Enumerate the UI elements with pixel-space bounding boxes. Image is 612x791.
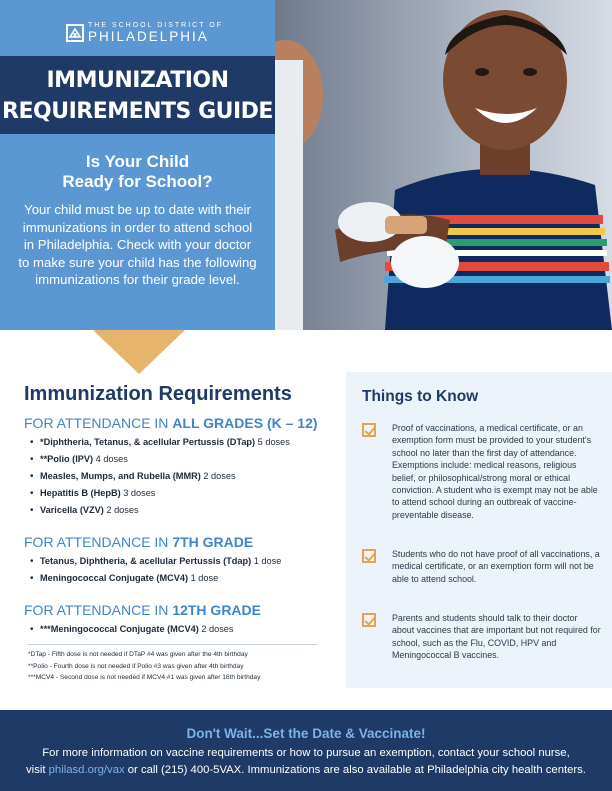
footnote: ***MCV4 - Second dose is not needed if MCV4 #1 was given after 16th birthday bbox=[28, 674, 261, 681]
footer-line-2-post: or call (215) 400-5VAX. Immunizations are also available at Philadelphia city health centers. bbox=[124, 763, 586, 776]
vax-info-link[interactable]: philasd.org/vax bbox=[48, 763, 125, 776]
down-arrow-pointer bbox=[93, 330, 185, 374]
list-item bbox=[362, 548, 602, 585]
list-item bbox=[30, 451, 324, 468]
intro-box bbox=[0, 134, 275, 330]
page-title-line-1: IMMUNIZATION bbox=[46, 68, 229, 93]
list-item bbox=[30, 570, 324, 587]
footer-banner bbox=[0, 710, 612, 791]
intro-question-line-1: Is Your Child bbox=[85, 152, 190, 171]
photo-illustration bbox=[275, 0, 612, 330]
vaccine-name: ***Meningococcal Conjugate (MCV4) bbox=[40, 624, 199, 634]
vaccine-name: **Polio (IPV) bbox=[40, 454, 94, 464]
page-title-line-2: REQUIREMENTS GUIDE bbox=[2, 99, 273, 124]
requirements-title: Immunization Requirements bbox=[24, 383, 292, 405]
logo-big-text: PHILADELPHIA bbox=[88, 29, 209, 44]
vaccine-name: Tetanus, Diphtheria, & acellular Pertussis (Tdap) bbox=[40, 556, 252, 566]
things-to-know-text: Parents and students should talk to their doctor about vaccines that are important but not required for school, such as the Flu, COVID, HPV and Meningococcal B vaccines. bbox=[392, 613, 601, 661]
vaccine-list bbox=[30, 434, 324, 519]
logo-wordmark bbox=[88, 22, 223, 44]
vaccine-doses: 2 doses bbox=[201, 624, 234, 634]
logo-small-text: THE SCHOOL DISTRICT OF bbox=[88, 22, 224, 29]
checkbox-check-icon bbox=[362, 613, 376, 627]
footer-heading: Don't Wait...Set the Date & Vaccinate! bbox=[186, 726, 426, 741]
footnotes bbox=[28, 644, 318, 684]
section-prefix: FOR ATTENDANCE IN bbox=[24, 534, 173, 550]
intro-column bbox=[0, 0, 275, 330]
title-banner bbox=[0, 56, 275, 134]
vaccine-doses: 1 dose bbox=[253, 556, 282, 566]
list-item bbox=[30, 434, 324, 451]
school-district-logo-icon bbox=[66, 24, 84, 42]
section-7th-grade bbox=[24, 533, 324, 587]
things-to-know-panel bbox=[346, 372, 612, 688]
header-band bbox=[0, 0, 612, 330]
vaccine-doses: 3 doses bbox=[123, 488, 156, 498]
footer-line-1: For more information on vaccine requirements or how to pursue an exemption, contact your school nurse, bbox=[42, 747, 570, 759]
list-item bbox=[30, 485, 324, 502]
vaccine-doses: 5 doses bbox=[257, 437, 290, 447]
vaccine-name: Measles, Mumps, and Rubella (MMR) bbox=[40, 471, 201, 481]
vaccine-list bbox=[30, 621, 324, 638]
list-item bbox=[30, 553, 324, 570]
school-district-logo[interactable] bbox=[66, 22, 223, 44]
list-item bbox=[30, 621, 324, 638]
intro-body: Your child must be up to date with their immunizations in order to attend school in Philadelphia. Check with your doctor to make sure your child has the following immunizations for their grade level. bbox=[18, 202, 257, 288]
vaccine-name: *Diphtheria, Tetanus, & acellular Pertussis (DTap) bbox=[40, 437, 256, 447]
vaccine-name: Varicella (VZV) bbox=[40, 505, 104, 515]
checkbox-check-icon bbox=[362, 423, 376, 437]
list-item bbox=[362, 422, 602, 521]
vaccine-doses: 4 doses bbox=[95, 454, 128, 464]
section-grade: 12TH GRADE bbox=[172, 602, 261, 618]
section-grade: ALL GRADES (K – 12) bbox=[172, 415, 318, 431]
section-title bbox=[24, 601, 324, 619]
footnote: *DTap - Fifth dose is not needed if DTaP #4 was given after the 4th birthday bbox=[28, 651, 248, 658]
list-item bbox=[30, 502, 324, 519]
footnote: **Polio - Fourth dose is not needed if Polio #3 was given after 4th birthday bbox=[28, 662, 244, 670]
intro-question-line-2: Ready for School? bbox=[62, 172, 213, 191]
section-prefix: FOR ATTENDANCE IN bbox=[24, 602, 173, 618]
things-to-know-text: Proof of vaccinations, a medical certificate, or an exemption form must be provided to your student's school no later than the first day of attendance. Exemptions include: medical reasons, religious belief, or philosophical/strong moral or ethical conviction. A student who is exempt may not be able to attend school during an outbreak of vaccine-preventable disease. bbox=[392, 423, 598, 520]
section-title bbox=[24, 414, 324, 432]
section-title bbox=[24, 533, 324, 551]
section-grade: 7TH GRADE bbox=[172, 534, 254, 550]
list-item bbox=[362, 612, 602, 662]
things-to-know-text: Students who do not have proof of all vaccinations, a medical certificate, or an exemption form will not be able to attend school. bbox=[392, 549, 600, 584]
vaccine-name: Meningococcal Conjugate (MCV4) bbox=[40, 573, 189, 583]
things-to-know-title: Things to Know bbox=[362, 388, 479, 405]
checkbox-check-icon bbox=[362, 549, 376, 563]
vaccine-name: Hepatitis B (HepB) bbox=[40, 488, 121, 498]
footer-text bbox=[0, 745, 612, 778]
footer-line-2-pre: visit bbox=[26, 763, 49, 776]
vaccine-doses: 1 dose bbox=[190, 573, 219, 583]
child-receiving-bandage-photo bbox=[275, 0, 612, 330]
section-12th-grade bbox=[24, 601, 324, 638]
vaccine-list bbox=[30, 553, 324, 587]
list-item bbox=[30, 468, 324, 485]
logo-band bbox=[0, 0, 275, 56]
immunization-requirements bbox=[24, 382, 324, 638]
vaccine-doses: 2 doses bbox=[106, 505, 139, 515]
vaccine-doses: 2 doses bbox=[203, 471, 236, 481]
section-all-grades bbox=[24, 414, 324, 519]
section-prefix: FOR ATTENDANCE IN bbox=[24, 415, 173, 431]
